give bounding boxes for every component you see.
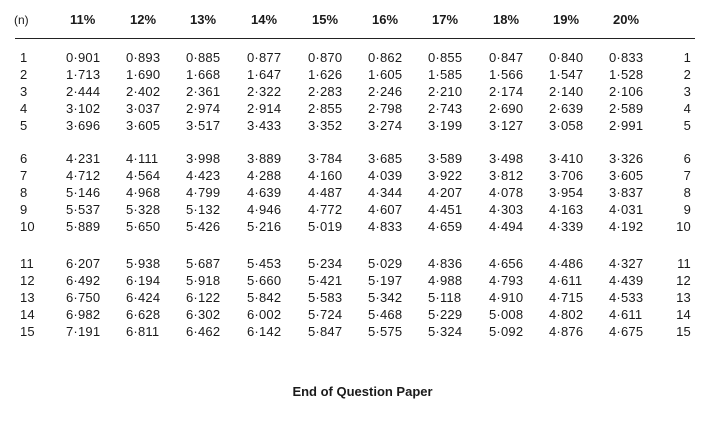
- table-cell: 6·194: [126, 273, 161, 288]
- table-cell: 6·142: [247, 324, 282, 339]
- table-cell: 3·498: [489, 151, 524, 166]
- period-label-right: 3: [683, 84, 691, 99]
- table-cell: 4·802: [549, 307, 584, 322]
- table-cell: 4·423: [186, 168, 221, 183]
- period-label-left: 2: [20, 67, 28, 82]
- rate-header: 19%: [553, 12, 580, 27]
- rate-header: 15%: [312, 12, 339, 27]
- table-cell: 5·918: [186, 273, 221, 288]
- table-cell: 5·575: [368, 324, 403, 339]
- table-cell: 6·750: [66, 290, 101, 305]
- table-cell: 5·146: [66, 185, 101, 200]
- table-cell: 3·812: [489, 168, 524, 183]
- table-cell: 4·611: [549, 273, 583, 288]
- table-cell: 4·968: [126, 185, 161, 200]
- table-cell: 6·302: [186, 307, 221, 322]
- table-cell: 4·793: [489, 273, 524, 288]
- table-cell: 4·675: [609, 324, 644, 339]
- table-cell: 3·410: [549, 151, 584, 166]
- table-cell: 4·656: [489, 256, 524, 271]
- table-cell: 5·216: [247, 219, 282, 234]
- table-cell: 0·833: [609, 50, 644, 65]
- table-cell: 4·160: [308, 168, 343, 183]
- period-label-left: 9: [20, 202, 28, 217]
- table-cell: 2·174: [489, 84, 524, 99]
- period-label-left: 7: [20, 168, 28, 183]
- table-cell: 4·487: [308, 185, 343, 200]
- table-cell: 4·564: [126, 168, 161, 183]
- table-cell: 4·639: [247, 185, 282, 200]
- period-label-left: 5: [20, 118, 28, 133]
- table-cell: 2·210: [428, 84, 463, 99]
- table-cell: 1·585: [428, 67, 463, 82]
- table-cell: 5·092: [489, 324, 524, 339]
- period-label-right: 5: [683, 118, 691, 133]
- table-cell: 4·607: [368, 202, 403, 217]
- table-cell: 5·008: [489, 307, 524, 322]
- table-cell: 3·922: [428, 168, 463, 183]
- table-cell: 2·361: [186, 84, 221, 99]
- table-cell: 4·439: [609, 273, 644, 288]
- table-cell: 3·274: [368, 118, 403, 133]
- table-cell: 3·605: [126, 118, 161, 133]
- period-label-right: 14: [676, 307, 691, 322]
- table-cell: 2·639: [549, 101, 584, 116]
- table-cell: 5·889: [66, 219, 101, 234]
- table-cell: 6·462: [186, 324, 221, 339]
- table-cell: 5·029: [368, 256, 403, 271]
- period-label-right: 9: [683, 202, 691, 217]
- table-cell: 6·492: [66, 273, 101, 288]
- table-cell: 5·724: [308, 307, 343, 322]
- period-label-left: 13: [20, 290, 35, 305]
- table-cell: 4·039: [368, 168, 403, 183]
- table-cell: 1·690: [126, 67, 161, 82]
- table-cell: 4·339: [549, 219, 584, 234]
- table-cell: 0·870: [308, 50, 343, 65]
- rate-header: 12%: [130, 12, 157, 27]
- table-cell: 1·528: [609, 67, 644, 82]
- table-cell: 4·946: [247, 202, 282, 217]
- table-cell: 6·424: [126, 290, 161, 305]
- table-cell: 4·078: [489, 185, 524, 200]
- period-label-left: 1: [20, 50, 28, 65]
- table-cell: 4·715: [549, 290, 584, 305]
- table-cell: 4·494: [489, 219, 524, 234]
- rate-header: 20%: [613, 12, 640, 27]
- table-cell: 4·111: [126, 151, 159, 166]
- table-cell: 5·421: [308, 273, 343, 288]
- table-cell: 3·837: [609, 185, 644, 200]
- table-cell: 1·566: [489, 67, 524, 82]
- table-cell: 0·847: [489, 50, 524, 65]
- table-cell: 2·690: [489, 101, 524, 116]
- table-cell: 4·451: [428, 202, 463, 217]
- period-label-right: 13: [676, 290, 691, 305]
- table-cell: 1·547: [549, 67, 584, 82]
- period-label-left: 8: [20, 185, 28, 200]
- rate-header: 16%: [372, 12, 399, 27]
- table-cell: 2·991: [609, 118, 644, 133]
- table-cell: 3·517: [186, 118, 221, 133]
- period-label-right: 4: [683, 101, 691, 116]
- table-cell: 5·650: [126, 219, 161, 234]
- n-column-header: (n): [14, 13, 29, 27]
- period-label-left: 14: [20, 307, 35, 322]
- table-cell: 5·324: [428, 324, 463, 339]
- table-cell: 5·019: [308, 219, 343, 234]
- table-cell: 4·988: [428, 273, 463, 288]
- table-cell: 0·893: [126, 50, 161, 65]
- table-cell: 4·611: [609, 307, 643, 322]
- table-cell: 5·234: [308, 256, 343, 271]
- table-cell: 2·322: [247, 84, 282, 99]
- table-cell: 0·885: [186, 50, 221, 65]
- table-cell: 3·784: [308, 151, 343, 166]
- table-cell: 0·840: [549, 50, 584, 65]
- table-cell: 5·426: [186, 219, 221, 234]
- table-cell: 2·246: [368, 84, 403, 99]
- period-label-right: 11: [677, 256, 691, 271]
- table-cell: 4·288: [247, 168, 282, 183]
- table-cell: 3·199: [428, 118, 463, 133]
- table-cell: 4·231: [66, 151, 101, 166]
- rate-header: 11%: [70, 12, 96, 27]
- table-cell: 3·706: [549, 168, 584, 183]
- table-cell: 3·037: [126, 101, 161, 116]
- period-label-right: 8: [683, 185, 691, 200]
- table-cell: 4·486: [549, 256, 584, 271]
- table-cell: 4·836: [428, 256, 463, 271]
- period-label-right: 1: [683, 50, 691, 65]
- table-cell: 4·876: [549, 324, 584, 339]
- table-cell: 6·982: [66, 307, 101, 322]
- table-cell: 5·687: [186, 256, 221, 271]
- table-cell: 4·799: [186, 185, 221, 200]
- period-label-right: 6: [683, 151, 691, 166]
- table-cell: 2·106: [609, 84, 644, 99]
- table-cell: 3·889: [247, 151, 282, 166]
- table-cell: 2·402: [126, 84, 161, 99]
- table-cell: 0·901: [66, 50, 101, 65]
- period-label-left: 6: [20, 151, 28, 166]
- table-cell: 1·605: [368, 67, 403, 82]
- table-cell: 5·660: [247, 273, 282, 288]
- table-cell: 4·712: [66, 168, 101, 183]
- table-cell: 4·031: [609, 202, 644, 217]
- period-label-left: 4: [20, 101, 28, 116]
- table-cell: 3·433: [247, 118, 282, 133]
- table-cell: 1·626: [308, 67, 343, 82]
- table-cell: 2·589: [609, 101, 644, 116]
- table-cell: 4·207: [428, 185, 463, 200]
- table-cell: 2·974: [186, 101, 221, 116]
- rate-header: 14%: [251, 12, 278, 27]
- period-label-left: 10: [20, 219, 35, 234]
- table-cell: 3·605: [609, 168, 644, 183]
- table-cell: 2·798: [368, 101, 403, 116]
- rate-header: 13%: [190, 12, 217, 27]
- table-cell: 5·132: [186, 202, 221, 217]
- table-cell: 4·192: [609, 219, 644, 234]
- table-cell: 0·862: [368, 50, 403, 65]
- table-cell: 3·102: [66, 101, 101, 116]
- table-cell: 2·444: [66, 84, 101, 99]
- table-cell: 6·811: [126, 324, 160, 339]
- table-cell: 3·685: [368, 151, 403, 166]
- table-cell: 3·352: [308, 118, 343, 133]
- period-label-left: 3: [20, 84, 28, 99]
- table-cell: 2·140: [549, 84, 584, 99]
- table-cell: 3·954: [549, 185, 584, 200]
- table-cell: 4·344: [368, 185, 403, 200]
- table-cell: 0·855: [428, 50, 463, 65]
- table-cell: 1·647: [247, 67, 282, 82]
- table-cell: 5·537: [66, 202, 101, 217]
- period-label-left: 15: [20, 324, 35, 339]
- table-cell: 5·197: [368, 273, 403, 288]
- rate-header: 18%: [493, 12, 520, 27]
- table-cell: 7·191: [66, 324, 101, 339]
- table-cell: 3·589: [428, 151, 463, 166]
- table-cell: 1·668: [186, 67, 221, 82]
- table-cell: 5·468: [368, 307, 403, 322]
- table-cell: 4·910: [489, 290, 524, 305]
- table-cell: 0·877: [247, 50, 282, 65]
- table-cell: 6·002: [247, 307, 282, 322]
- table-cell: 3·998: [186, 151, 221, 166]
- table-cell: 4·659: [428, 219, 463, 234]
- table-cell: 5·453: [247, 256, 282, 271]
- table-cell: 5·118: [428, 290, 462, 305]
- table-cell: 5·229: [428, 307, 463, 322]
- table-cell: 5·328: [126, 202, 161, 217]
- table-cell: 3·326: [609, 151, 644, 166]
- table-cell: 3·696: [66, 118, 101, 133]
- rate-header: 17%: [432, 12, 459, 27]
- table-cell: 2·855: [308, 101, 343, 116]
- table-cell: 4·303: [489, 202, 524, 217]
- table-cell: 3·058: [549, 118, 584, 133]
- table-cell: 5·583: [308, 290, 343, 305]
- period-label-left: 12: [20, 273, 35, 288]
- table-cell: 2·283: [308, 84, 343, 99]
- period-label-right: 15: [676, 324, 691, 339]
- table-cell: 5·842: [247, 290, 282, 305]
- table-cell: 1·713: [66, 67, 101, 82]
- table-cell: 6·207: [66, 256, 101, 271]
- table-cell: 4·833: [368, 219, 403, 234]
- table-cell: 2·914: [247, 101, 282, 116]
- table-cell: 5·938: [126, 256, 161, 271]
- table-cell: 4·533: [609, 290, 644, 305]
- period-label-right: 7: [683, 168, 691, 183]
- end-of-paper-note: End of Question Paper: [292, 384, 433, 399]
- period-label-left: 11: [20, 256, 34, 271]
- table-cell: 6·628: [126, 307, 161, 322]
- period-label-right: 10: [676, 219, 691, 234]
- table-cell: 5·847: [308, 324, 343, 339]
- table-cell: 2·743: [428, 101, 463, 116]
- table-cell: 4·163: [549, 202, 584, 217]
- table-cell: 4·772: [308, 202, 343, 217]
- table-cell: 5·342: [368, 290, 403, 305]
- period-label-right: 2: [683, 67, 691, 82]
- table-cell: 3·127: [489, 118, 524, 133]
- table-cell: 6·122: [186, 290, 221, 305]
- period-label-right: 12: [676, 273, 691, 288]
- table-cell: 4·327: [609, 256, 644, 271]
